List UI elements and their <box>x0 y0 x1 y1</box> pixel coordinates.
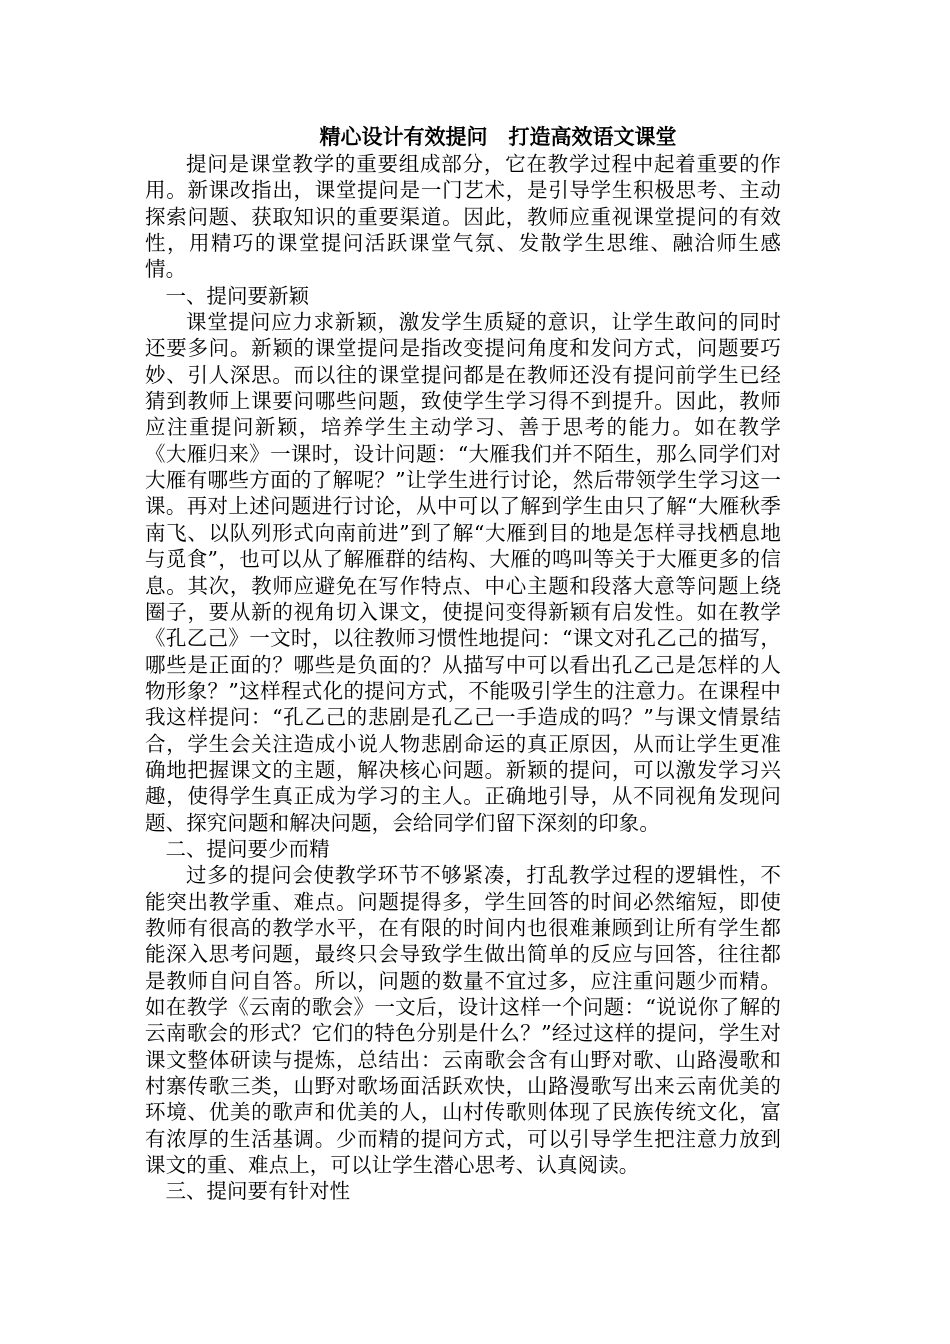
section-body-2: 过多的提问会使教学环节不够紧凑，打乱教学过程的逻辑性，不能突出教学重、难点。问题提得多，学生回答的时间必然缩短，即使教师有很高的教学水平，在有限的时间内也很难兼顾到让所有学生都能深入思考问题，最终只会导致学生做出简单的反应与回答，往往都是教师自问自答。所以，问题的数量不宜过多，应注重问题少而精。如在教学《云南的歌会》一文后，设计这样一个问题：“说说你了解的云南歌会的形式？它们的特色分别是什么？”经过这样的提问，学生对课文整体研读与提炼，总结出：云南歌会含有山野对歌、山路漫歌和村寨传歌三类，山野对歌场面活跃欢快，山路漫歌写出来云南优美的环境、优美的歌声和优美的人，山村传歌则体现了民族传统文化，富有浓厚的生活基调。少而精的提问方式，可以引导学生把注意力放到课文的重、难点上，可以让学生潜心思考、认真阅读。 <box>145 863 781 1178</box>
section-heading-3: 三、提问要有针对性 <box>165 1179 350 1204</box>
document-body <box>145 151 781 1205</box>
section-heading-2: 二、提问要少而精 <box>165 836 330 861</box>
section-body-1: 课堂提问应力求新颖，激发学生质疑的意识，让学生敢问的同时还要多问。新颖的课堂提问是指改变提问角度和发问方式，问题要巧妙、引人深思。而以往的课堂提问都是在教师还没有提问前学生已经猜到教师上课要问哪些问题，致使学生学习得不到提升。因此，教师应注重提问新颖，培养学生主动学习、善于思考的能力。如在教学《大雁归来》一课时，设计问题：“大雁我们并不陌生，那么同学们对大雁有哪些方面的了解呢？”让学生进行讨论，然后带领学生学习这一课。再对上述问题进行讨论，从中可以了解到学生由只了解“大雁秋季南飞、以队列形式向南前进”到了解“大雁到目的地是怎样寻找栖息地与觅食”，也可以从了解雁群的结构、大雁的鸣叫等关于大雁更多的信息。其次，教师应避免在写作特点、中心主题和段落大意等问题上绕圈子，要从新的视角切入课文，使提问变得新颖有启发性。如在教学《孔乙己》一文时，以往教师习惯性地提问：“课文对孔乙己的描写，哪些是正面的？哪些是负面的？从描写中可以看出孔乙己是怎样的人物形象？”这样程式化的提问方式，不能吸引学生的注意力。在课程中我这样提问：“孔乙己的悲剧是孔乙己一手造成的吗？”与课文情景结合，学生会关注造成小说人物悲剧命运的真正原因，从而让学生更准确地把握课文的主题，解决核心问题。新颖的提问，可以激发学习兴趣，使得学生真正成为学习的主人。正确地引导，从不同视角发现问题、探究问题和解决问题，会给同学们留下深刻的印象。 <box>145 310 781 835</box>
document-title: 精心设计有效提问 打造高效语文课堂 <box>319 124 677 149</box>
intro-paragraph: 提问是课堂教学的重要组成部分，它在教学过程中起着重要的作用。新课改指出，课堂提问是一门艺术，是引导学生积极思考、主动探索问题、获取知识的重要渠道。因此，教师应重视课堂提问的有效性，用精巧的课堂提问活跃课堂气氛、发散学生思维、融洽师生感情。 <box>145 152 781 282</box>
section-heading-1: 一、提问要新颖 <box>165 283 309 308</box>
